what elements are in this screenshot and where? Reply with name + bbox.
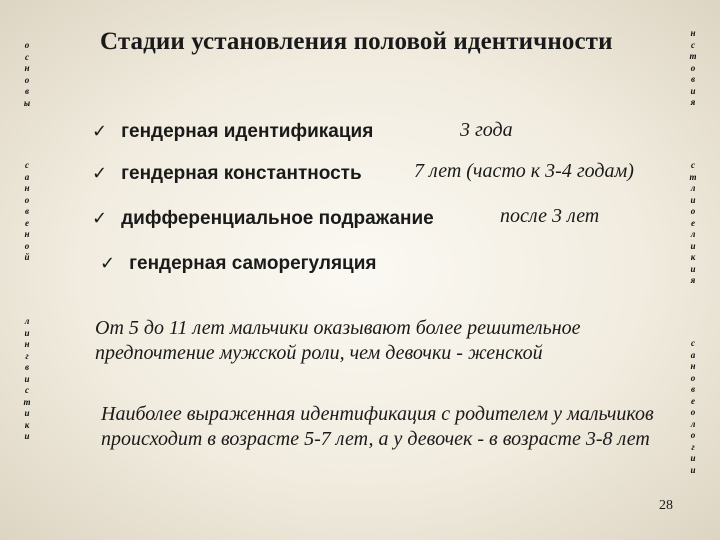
side-letter: и: [24, 373, 30, 384]
item-term: гендерная идентификация: [121, 121, 374, 142]
slide-title: Стадии установления половой идентичности: [100, 28, 613, 55]
side-letter: а: [24, 171, 30, 182]
side-letter: и: [24, 327, 30, 338]
side-letter: е: [691, 395, 695, 406]
side-letter: я: [690, 97, 696, 107]
page-number: 28: [659, 498, 673, 513]
right-side-text-1: [686, 28, 700, 109]
side-letter: в: [690, 384, 696, 394]
checkmark-icon: ✓: [92, 121, 108, 142]
side-letter: и: [690, 263, 696, 274]
side-letter: е: [25, 217, 29, 228]
item-term: гендерная саморегуляция: [129, 253, 377, 274]
side-letter: т: [689, 171, 697, 182]
side-letter: с: [691, 338, 695, 348]
side-letter: о: [24, 240, 30, 251]
side-letter: в: [24, 206, 30, 216]
side-letter: о: [24, 194, 30, 205]
side-letter: н: [690, 361, 696, 371]
side-letter: в: [24, 86, 30, 96]
side-letter: й: [24, 252, 30, 262]
checkmark-icon: ✓: [100, 253, 116, 274]
side-letter: и: [690, 464, 696, 475]
paragraph-2: Наиболее выраженная идентификация с родителем у мальчиков происходит в возрасте 5-7 лет, а у девочек - в возрасте 3-8 лет: [101, 403, 654, 450]
checkmark-icon: ✓: [92, 163, 108, 184]
item-age: 3 года: [460, 119, 513, 141]
item-term: гендерная константность: [121, 163, 362, 184]
side-letter: н: [690, 28, 696, 38]
side-letter: о: [690, 430, 696, 440]
left-side-text-2: [20, 160, 34, 264]
side-letter: и: [690, 194, 696, 205]
right-side-text-2: [686, 160, 700, 287]
side-letter: с: [691, 160, 695, 170]
side-letter: г: [25, 350, 29, 361]
side-letter: и: [24, 408, 30, 418]
side-letter: т: [23, 396, 31, 407]
item-term: дифференциальное подражание: [121, 208, 434, 229]
side-letter: л: [24, 316, 30, 326]
side-letter: г: [691, 441, 695, 452]
side-letter: л: [690, 418, 696, 429]
side-letter: о: [690, 206, 696, 216]
side-letter: т: [689, 51, 697, 61]
side-letter: е: [691, 217, 695, 228]
side-letter: в: [690, 74, 696, 84]
side-letter: и: [24, 431, 30, 441]
side-letter: н: [24, 229, 30, 239]
side-letter: в: [24, 362, 30, 372]
side-letter: с: [691, 39, 695, 50]
side-letter: о: [24, 74, 30, 85]
side-letter: к: [24, 419, 30, 430]
side-letter: л: [690, 229, 696, 239]
item-age: после 3 лет: [500, 205, 600, 227]
side-letter: л: [690, 183, 696, 193]
side-letter: к: [690, 252, 696, 262]
side-letter: н: [24, 63, 30, 73]
side-letter: и: [690, 453, 696, 463]
list-item: [92, 160, 362, 185]
side-letter: я: [690, 275, 696, 285]
paragraph-1: От 5 до 11 лет мальчики оказывают более решительное предпочтение мужской роли, чем девочки - женской: [95, 317, 581, 364]
side-letter: ы: [23, 97, 31, 108]
item-age: 7 лет (часто к 3-4 годам): [414, 160, 634, 182]
side-letter: о: [690, 372, 696, 383]
side-letter: о: [690, 407, 696, 417]
left-side-text-1: [20, 40, 34, 109]
list-item: [92, 205, 434, 230]
side-letter: а: [690, 349, 696, 360]
side-letter: с: [25, 160, 29, 170]
side-letter: о: [24, 40, 30, 50]
side-letter: с: [25, 385, 29, 395]
side-letter: н: [24, 339, 30, 349]
side-letter: о: [690, 62, 696, 73]
side-letter: с: [25, 51, 29, 62]
checkmark-icon: ✓: [92, 208, 108, 229]
side-letter: и: [690, 85, 696, 96]
side-letter: и: [690, 240, 696, 251]
side-letter: н: [24, 183, 30, 193]
list-item: [100, 250, 376, 275]
right-side-text-3: [686, 338, 700, 476]
list-item: [92, 118, 373, 143]
left-side-text-3: [20, 316, 34, 443]
